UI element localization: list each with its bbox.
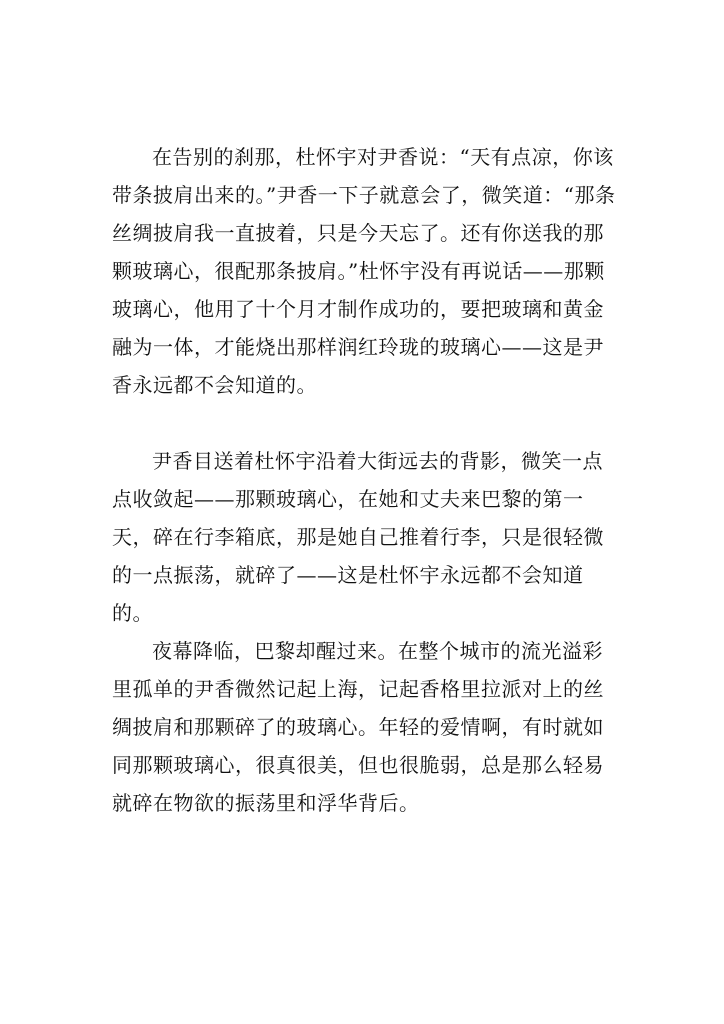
paragraph-3-container <box>112 632 618 822</box>
paragraph-1: 在告别的刹那，杜怀宇对尹香说：“天有点凉，你该带条披肩出来的。”尹香一下子就意会了，微笑道：“那条丝绸披肩我一直披着，只是今天忘了。还有你送我的那颗玻璃心，很配那条披肩。”杜怀宇没有再说话——那颗玻璃心，他用了十个月才制作成功的，要把玻璃和黄金融为一体，才能烧出那样润红玲珑的玻璃心——这是尹香永远都不会知道的。 <box>112 145 616 397</box>
paragraph-2-container <box>112 442 618 632</box>
paragraph-1-container <box>112 138 618 404</box>
paragraph-3: 夜幕降临，巴黎却醒过来。在整个城市的流光溢彩里孤单的尹香微然记起上海，记起香格里拉派对上的丝绸披肩和那颗碎了的玻璃心。年轻的爱情啊，有时就如同那颗玻璃心，很真很美，但也很脆弱，总是那么轻易就碎在物欲的振荡里和浮华背后。 <box>112 639 604 815</box>
paragraph-2: 尹香目送着杜怀宇沿着大街远去的背影，微笑一点点收敛起——那颗玻璃心，在她和丈夫来巴黎的第一天，碎在行李箱底，那是她自己推着行李，只是很轻微的一点振荡，就碎了——这是杜怀宇永远都不会知道的。 <box>112 449 604 625</box>
